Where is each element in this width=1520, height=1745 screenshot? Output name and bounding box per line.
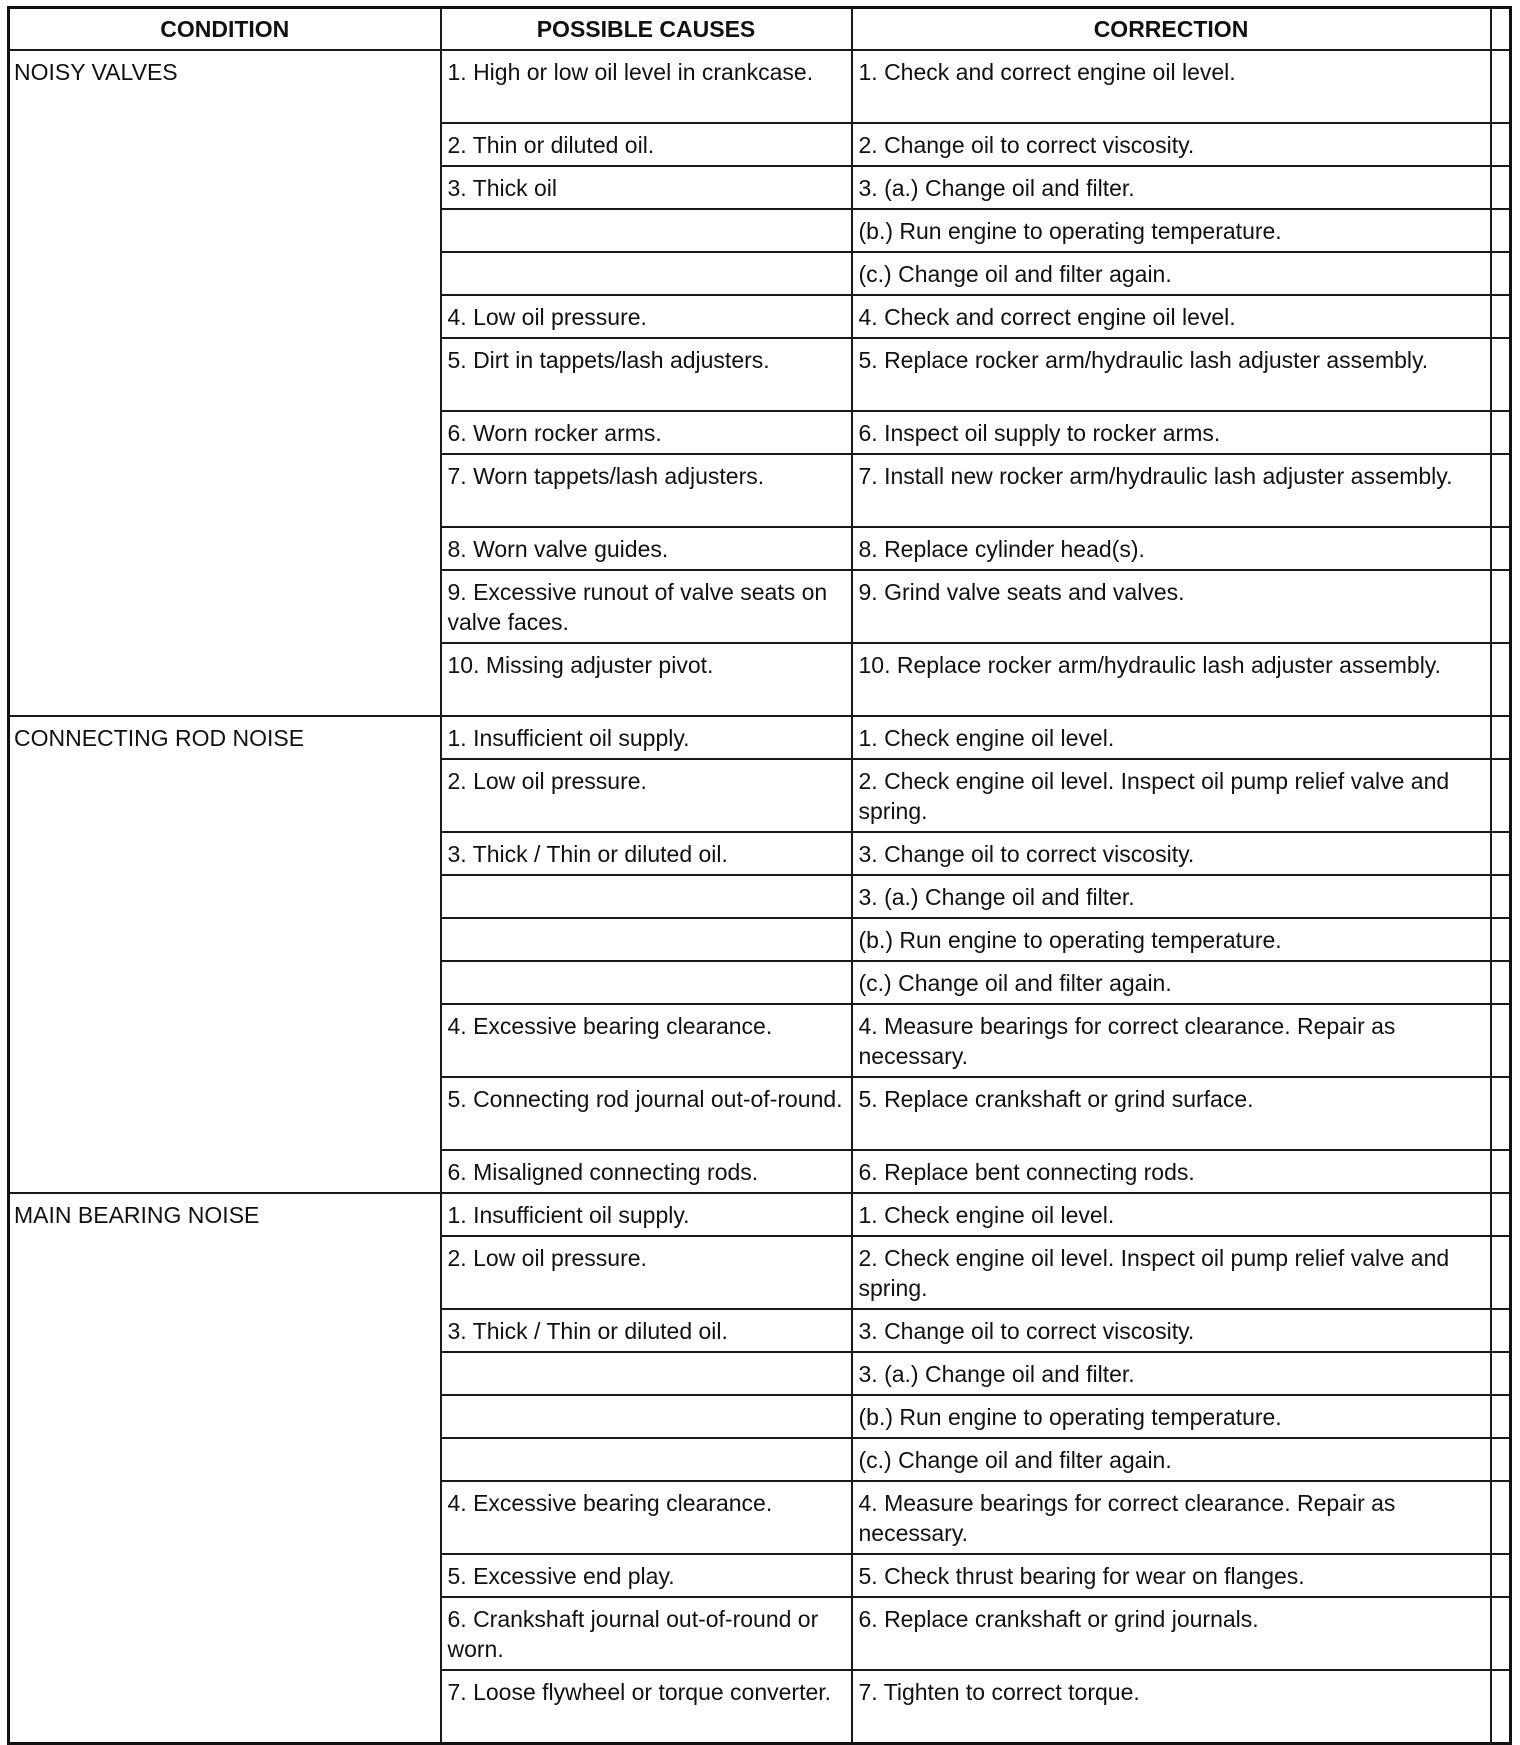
- filler-cell: [1491, 1438, 1511, 1481]
- diagnosis-sheet: [7, 6, 1509, 1723]
- correction-cell: 10. Replace rocker arm/hydraulic lash adjuster assembly.: [852, 643, 1491, 716]
- filler-cell: [1491, 643, 1511, 716]
- filler-cell: [1491, 1554, 1511, 1597]
- correction-cell: 8. Replace cylinder head(s).: [852, 527, 1491, 570]
- filler-cell: [1491, 166, 1511, 209]
- cause-cell: 4. Excessive bearing clearance.: [441, 1004, 852, 1077]
- cause-cell: 3. Thick / Thin or diluted oil.: [441, 1309, 852, 1352]
- header-correction: CORRECTION: [852, 8, 1491, 51]
- cause-cell: 1. Insufficient oil supply.: [441, 716, 852, 759]
- correction-cell: 5. Replace rocker arm/hydraulic lash adjuster assembly.: [852, 338, 1491, 411]
- cause-cell: [441, 918, 852, 961]
- correction-cell: 3. Change oil to correct viscosity.: [852, 832, 1491, 875]
- filler-cell: [1491, 759, 1511, 832]
- filler-cell: [1491, 1670, 1511, 1744]
- filler-cell: [1491, 252, 1511, 295]
- header-row: [9, 8, 1511, 51]
- header-causes: POSSIBLE CAUSES: [441, 8, 852, 51]
- correction-cell: (b.) Run engine to operating temperature.: [852, 209, 1491, 252]
- cause-cell: [441, 1395, 852, 1438]
- correction-cell: 7. Tighten to correct torque.: [852, 1670, 1491, 1744]
- correction-cell: 4. Measure bearings for correct clearance. Repair as necessary.: [852, 1481, 1491, 1554]
- filler-cell: [1491, 1352, 1511, 1395]
- cause-cell: [441, 209, 852, 252]
- filler-cell: [1491, 716, 1511, 759]
- filler-cell: [1491, 295, 1511, 338]
- correction-cell: 1. Check engine oil level.: [852, 716, 1491, 759]
- correction-cell: 2. Check engine oil level. Inspect oil pump relief valve and spring.: [852, 1236, 1491, 1309]
- filler-cell: [1491, 961, 1511, 1004]
- filler-cell: [1491, 918, 1511, 961]
- correction-cell: 3. (a.) Change oil and filter.: [852, 166, 1491, 209]
- cause-cell: 2. Low oil pressure.: [441, 1236, 852, 1309]
- table-body: [9, 50, 1511, 1744]
- cause-cell: 3. Thick / Thin or diluted oil.: [441, 832, 852, 875]
- cause-cell: [441, 1438, 852, 1481]
- filler-cell: [1491, 1481, 1511, 1554]
- cause-cell: 1. High or low oil level in crankcase.: [441, 50, 852, 123]
- cause-cell: 5. Connecting rod journal out-of-round.: [441, 1077, 852, 1150]
- correction-cell: (b.) Run engine to operating temperature.: [852, 918, 1491, 961]
- table-row: [9, 50, 1511, 123]
- filler-cell: [1491, 123, 1511, 166]
- table-row: [9, 716, 1511, 759]
- cause-cell: 9. Excessive runout of valve seats on valve faces.: [441, 570, 852, 643]
- correction-cell: 1. Check engine oil level.: [852, 1193, 1491, 1236]
- filler-cell: [1491, 1236, 1511, 1309]
- correction-cell: 6. Replace crankshaft or grind journals.: [852, 1597, 1491, 1670]
- filler-cell: [1491, 338, 1511, 411]
- filler-cell: [1491, 570, 1511, 643]
- filler-cell: [1491, 1395, 1511, 1438]
- correction-cell: 3. (a.) Change oil and filter.: [852, 1352, 1491, 1395]
- correction-cell: 6. Inspect oil supply to rocker arms.: [852, 411, 1491, 454]
- correction-cell: 2. Change oil to correct viscosity.: [852, 123, 1491, 166]
- correction-cell: (b.) Run engine to operating temperature.: [852, 1395, 1491, 1438]
- filler-cell: [1491, 1597, 1511, 1670]
- filler-cell: [1491, 527, 1511, 570]
- cause-cell: 5. Excessive end play.: [441, 1554, 852, 1597]
- filler-cell: [1491, 209, 1511, 252]
- correction-cell: 3. Change oil to correct viscosity.: [852, 1309, 1491, 1352]
- filler-cell: [1491, 1077, 1511, 1150]
- correction-cell: (c.) Change oil and filter again.: [852, 1438, 1491, 1481]
- cause-cell: 6. Misaligned connecting rods.: [441, 1150, 852, 1193]
- cause-cell: 10. Missing adjuster pivot.: [441, 643, 852, 716]
- diagnosis-table: [7, 6, 1512, 1745]
- correction-cell: 9. Grind valve seats and valves.: [852, 570, 1491, 643]
- correction-cell: (c.) Change oil and filter again.: [852, 252, 1491, 295]
- cause-cell: [441, 961, 852, 1004]
- filler-cell: [1491, 1150, 1511, 1193]
- correction-cell: (c.) Change oil and filter again.: [852, 961, 1491, 1004]
- cause-cell: 5. Dirt in tappets/lash adjusters.: [441, 338, 852, 411]
- condition-cell: NOISY VALVES: [9, 50, 441, 716]
- cause-cell: [441, 875, 852, 918]
- filler-cell: [1491, 411, 1511, 454]
- cause-cell: [441, 252, 852, 295]
- correction-cell: 5. Replace crankshaft or grind surface.: [852, 1077, 1491, 1150]
- cause-cell: 6. Crankshaft journal out-of-round or worn.: [441, 1597, 852, 1670]
- correction-cell: 2. Check engine oil level. Inspect oil pump relief valve and spring.: [852, 759, 1491, 832]
- filler-cell: [1491, 1193, 1511, 1236]
- condition-cell: MAIN BEARING NOISE: [9, 1193, 441, 1744]
- correction-cell: 7. Install new rocker arm/hydraulic lash adjuster assembly.: [852, 454, 1491, 527]
- cause-cell: 2. Thin or diluted oil.: [441, 123, 852, 166]
- table-row: [9, 1193, 1511, 1236]
- filler-cell: [1491, 1004, 1511, 1077]
- cause-cell: 4. Low oil pressure.: [441, 295, 852, 338]
- condition-cell: CONNECTING ROD NOISE: [9, 716, 441, 1193]
- filler-cell: [1491, 875, 1511, 918]
- correction-cell: 1. Check and correct engine oil level.: [852, 50, 1491, 123]
- correction-cell: 6. Replace bent connecting rods.: [852, 1150, 1491, 1193]
- cause-cell: [441, 1352, 852, 1395]
- cause-cell: 3. Thick oil: [441, 166, 852, 209]
- cause-cell: 7. Loose flywheel or torque converter.: [441, 1670, 852, 1744]
- correction-cell: 4. Measure bearings for correct clearance. Repair as necessary.: [852, 1004, 1491, 1077]
- filler-cell: [1491, 50, 1511, 123]
- correction-cell: 4. Check and correct engine oil level.: [852, 295, 1491, 338]
- cause-cell: 2. Low oil pressure.: [441, 759, 852, 832]
- cause-cell: 8. Worn valve guides.: [441, 527, 852, 570]
- cause-cell: 7. Worn tappets/lash adjusters.: [441, 454, 852, 527]
- correction-cell: 5. Check thrust bearing for wear on flanges.: [852, 1554, 1491, 1597]
- header-condition: CONDITION: [9, 8, 441, 51]
- cause-cell: 1. Insufficient oil supply.: [441, 1193, 852, 1236]
- filler-cell: [1491, 454, 1511, 527]
- cause-cell: 6. Worn rocker arms.: [441, 411, 852, 454]
- cause-cell: 4. Excessive bearing clearance.: [441, 1481, 852, 1554]
- filler-cell: [1491, 1309, 1511, 1352]
- filler-cell: [1491, 832, 1511, 875]
- header-filler: [1491, 8, 1511, 51]
- correction-cell: 3. (a.) Change oil and filter.: [852, 875, 1491, 918]
